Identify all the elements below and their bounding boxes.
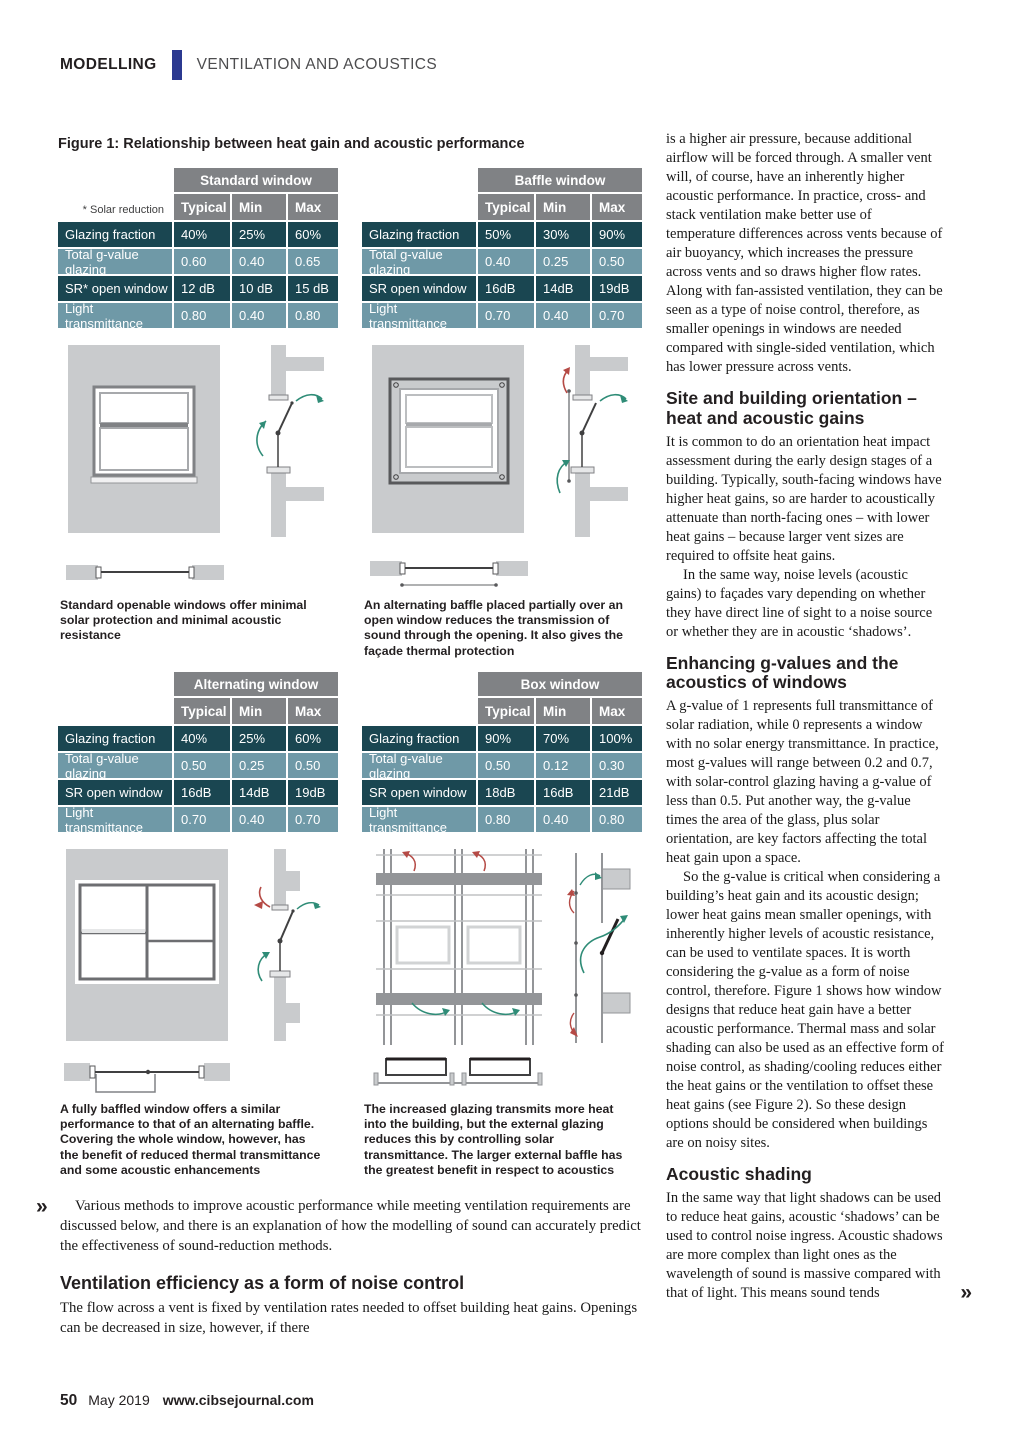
row-label: Light transmittance: [58, 303, 172, 328]
cell-value: 0.50: [174, 753, 230, 778]
table-footnote: [362, 672, 476, 724]
cell-value: 0.70: [592, 303, 642, 328]
cell-value: 90%: [478, 726, 534, 751]
right-column: [666, 130, 972, 1304]
cell-value: 0.50: [592, 249, 642, 274]
body-paragraph: In the same way that light shadows can be used to reduce heat gains, acoustic ‘shadows’ can be used to control noise ingress. Acoustic shadows are more complex than light ones as the wavelength of sound is massive compared with that of light. This means sound tends: [666, 1189, 943, 1301]
airflow-arrow-icon: [257, 421, 266, 456]
baffle-window-table: [362, 168, 642, 331]
cell-value: 19dB: [288, 780, 338, 805]
table-title: Box window: [478, 672, 642, 696]
cell-value: 0.12: [536, 753, 590, 778]
body-paragraph: It is common to do an orientation heat impact assessment during the early design stages of a building. Typically, south-facing windows have higher heat gains, so are harder to acoustically attenuate than north-facing ones – with lower heat gains – because larger vent sizes are required to offsite heat gains.: [666, 433, 942, 564]
section-heading: Ventilation efficiency as a form of noise control: [60, 1273, 465, 1294]
airflow-arrow-icon: [296, 395, 324, 403]
website-link[interactable]: www.cibsejournal.com: [162, 1392, 314, 1408]
elevation-view: [66, 849, 228, 1041]
cell-value: 0.80: [478, 807, 534, 832]
standard-window-panel: [58, 168, 338, 659]
column-header: Typical: [478, 194, 534, 220]
table-footnote: [362, 168, 476, 220]
heat-arrow-icon: [563, 367, 570, 393]
section-kicker: MODELLING: [60, 56, 157, 73]
cell-value: 60%: [288, 222, 338, 247]
cell-value: 10 dB: [232, 276, 286, 301]
column-header: Typical: [478, 698, 534, 724]
intro-paragraph: Various methods to improve acoustic performance while meeting ventilation requirements are discussed below, and there is an explanation of how the modelling of sound can accurately predict the effectiveness of sound-reduction methods.: [60, 1198, 641, 1255]
row-label: Light transmittance: [362, 807, 476, 832]
cell-value: 25%: [232, 726, 286, 751]
alternating-window-panel: [58, 672, 338, 1178]
cell-value: 0.40: [232, 807, 286, 832]
section-heading: Acoustic shading: [666, 1164, 812, 1184]
body-paragraph: So the g-value is critical when considering a building’s heat gain and its acoustic design; lower heat gains mean smaller openings, with inherently higher levels of acoustic resistance, can be used to ventilate spaces. It is worth considering the g-value as a form of noise control, therefore. Figure 1 shows how window designs that reduce heat gain have a better acoustic performance. Thermal mass and solar shading can also be used as an effective form of noise control, as shading/cooling reduces either the heat gains or the ventilation to offset these heat gains (see Figure 2). So these design options should be considered when buildings are on noisy sites.: [666, 869, 944, 1152]
continuation-icon: »: [36, 1195, 48, 1218]
column-header: Max: [592, 194, 642, 220]
cell-value: 12 dB: [174, 276, 230, 301]
section-view: [557, 345, 628, 537]
column-header: Max: [592, 698, 642, 724]
row-label: Total g-value glazing: [362, 753, 476, 778]
row-label: Total g-value glazing: [58, 753, 172, 778]
section-view: [257, 345, 324, 537]
article-category: VENTILATION AND ACOUSTICS: [196, 56, 438, 73]
row-label: Glazing fraction: [58, 222, 172, 247]
figure-title: Figure 1: Relationship between heat gain and acoustic performance: [58, 136, 525, 152]
column-header: Min: [536, 194, 590, 220]
cell-value: 40%: [174, 726, 230, 751]
row-label: Glazing fraction: [362, 222, 476, 247]
section-view: [254, 849, 321, 1041]
cell-value: 0.65: [288, 249, 338, 274]
cell-value: 16dB: [174, 780, 230, 805]
row-label: SR open window: [362, 780, 476, 805]
continuation-icon: »: [960, 1280, 972, 1304]
cell-value: 18dB: [478, 780, 534, 805]
column-header: Min: [232, 194, 286, 220]
section-view: [567, 853, 630, 1043]
heat-arrow-icon: [254, 887, 270, 909]
cell-value: 0.80: [174, 303, 230, 328]
cell-value: 16dB: [478, 276, 534, 301]
cell-value: 100%: [592, 726, 642, 751]
row-label: Glazing fraction: [362, 726, 476, 751]
row-label: Light transmittance: [362, 303, 476, 328]
column-header: Max: [288, 194, 338, 220]
cell-value: 50%: [478, 222, 534, 247]
cell-value: 0.40: [232, 249, 286, 274]
elevation-view: [372, 345, 524, 533]
baffle-window-diagram: [362, 341, 642, 591]
elevation-view: [68, 345, 220, 533]
box-window-diagram: [362, 845, 642, 1095]
cell-value: 0.50: [478, 753, 534, 778]
row-label: SR* open window: [58, 276, 172, 301]
cell-value: 90%: [592, 222, 642, 247]
cell-value: 0.70: [288, 807, 338, 832]
airflow-arrow-icon: [557, 460, 570, 493]
table-footnote: * Solar reduction: [82, 204, 164, 216]
plan-view: [370, 561, 528, 587]
figure-row-2: [58, 672, 642, 1178]
diagram-caption: Standard openable windows offer minimal solar protection and minimal acoustic resistance: [60, 598, 307, 643]
airflow-arrow-icon: [600, 395, 628, 403]
column-header: Min: [232, 698, 286, 724]
figure-row-1: [58, 168, 642, 659]
box-window-table: [362, 672, 642, 835]
airflow-arrow-icon: [258, 952, 270, 981]
diagram-caption: A fully baffled window offers a similar performance to that of an alternating baffle. Covering the whole window, however, has the benefit of reduced thermal transmittance and some acoustic enhancements: [60, 1102, 321, 1177]
cell-value: 0.60: [174, 249, 230, 274]
standard-window-table: [58, 168, 338, 331]
row-label: Light transmittance: [58, 807, 172, 832]
cell-value: 19dB: [592, 276, 642, 301]
alternating-window-table: [58, 672, 338, 835]
cell-value: 0.50: [288, 753, 338, 778]
cell-value: 25%: [232, 222, 286, 247]
cell-value: 15 dB: [288, 276, 338, 301]
plan-view: [64, 1063, 230, 1092]
cell-value: 14dB: [536, 276, 590, 301]
cell-value: 60%: [288, 726, 338, 751]
diagram-caption: An alternating baffle placed partially over an open window reduces the transmission of sound through the opening. It also gives the façade thermal protection: [364, 598, 623, 658]
page-header: [60, 50, 437, 80]
cell-value: 30%: [536, 222, 590, 247]
row-label: Total g-value glazing: [58, 249, 172, 274]
column-header: Typical: [174, 194, 230, 220]
body-paragraph: The flow across a vent is fixed by ventilation rates needed to offset building heat gains. Openings can be decreased in size, however, if there: [60, 1300, 638, 1337]
header-divider-bar: [172, 50, 182, 80]
elevation-view: [376, 849, 542, 1045]
cell-value: 21dB: [592, 780, 642, 805]
issue-date: May 2019: [88, 1392, 150, 1408]
cell-value: 16dB: [536, 780, 590, 805]
baffle-window-panel: [362, 168, 642, 659]
cell-value: 0.80: [288, 303, 338, 328]
cell-value: 0.25: [232, 753, 286, 778]
column-header: Min: [536, 698, 590, 724]
row-label: Glazing fraction: [58, 726, 172, 751]
standard-window-diagram: [58, 341, 338, 591]
row-label: SR open window: [58, 780, 172, 805]
cell-value: 0.25: [536, 249, 590, 274]
section-heading: Site and building orientation – heat and acoustic gains: [666, 387, 917, 428]
heat-arrow-icon: [402, 851, 485, 871]
cell-value: 70%: [536, 726, 590, 751]
page-footer: [60, 1392, 314, 1410]
cell-value: 0.40: [536, 303, 590, 328]
body-paragraph: is a higher air pressure, because additional airflow will be forced through. A smaller vent will, of course, have an inherently higher acoustic performance. In practice, cross- and stack ventilation make better use of temperature differences across vents because of air buoyancy, which increases the pressure across vents and so draws higher flow rates. Along with fan-assisted ventilation, they can be seen as a type of noise control, therefore, as smaller openings in windows are needed compared with single-sided ventilation, which has lower pressure across vents.: [666, 131, 943, 375]
table-title: Baffle window: [478, 168, 642, 192]
cell-value: 0.30: [592, 753, 642, 778]
body-paragraph: A g-value of 1 represents full transmittance of solar radiation, while 0 represents a window with no solar energy transmittance. In practice, most g-values will range between 0.2 and 0.7, with solar-control glazing having a g-value of less than 0.5. Put another way, the g-value times the area of the glass, plus solar orientation, are key factors affecting the total heat gain upon a space.: [666, 698, 939, 867]
column-header: Typical: [174, 698, 230, 724]
cell-value: 0.80: [592, 807, 642, 832]
box-window-panel: [362, 672, 642, 1178]
plan-view: [374, 1059, 542, 1085]
table-title: Alternating window: [174, 672, 338, 696]
cell-value: 14dB: [232, 780, 286, 805]
column-header: Max: [288, 698, 338, 724]
row-label: SR open window: [362, 276, 476, 301]
cell-value: 0.40: [232, 303, 286, 328]
alternating-window-diagram: [58, 845, 338, 1095]
table-footnote: [58, 672, 172, 724]
table-title: Standard window: [174, 168, 338, 192]
row-label: Total g-value glazing: [362, 249, 476, 274]
page-number: 50: [60, 1392, 78, 1409]
plan-view: [66, 565, 224, 580]
cell-value: 40%: [174, 222, 230, 247]
cell-value: 0.40: [536, 807, 590, 832]
body-paragraph: In the same way, noise levels (acoustic gains) to façades vary depending on whether they have direct line of sight to a noise source or whether they are in acoustic ‘shadows’.: [666, 566, 933, 640]
diagram-caption: The increased glazing transmits more heat into the building, but the external glazing reduces this by controlling solar transmittance. The larger external baffle has the greatest benefit in respect to acoustics: [364, 1102, 623, 1177]
cell-value: 0.40: [478, 249, 534, 274]
section-heading: Enhancing g-values and the acoustics of windows: [666, 652, 899, 693]
cell-value: 0.70: [478, 303, 534, 328]
airflow-arrow-icon: [297, 902, 321, 909]
article-intro: [36, 1196, 648, 1339]
cell-value: 0.70: [174, 807, 230, 832]
